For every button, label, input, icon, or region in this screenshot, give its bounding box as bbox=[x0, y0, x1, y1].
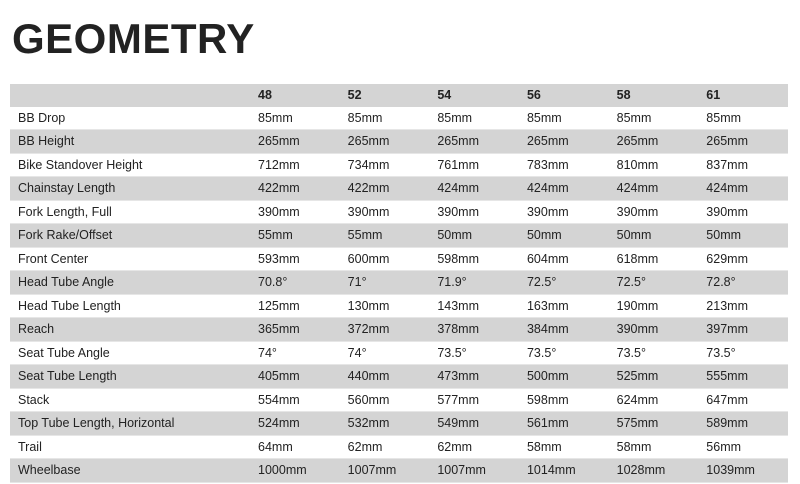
table-cell: 424mm bbox=[698, 177, 788, 201]
table-cell: 70.8° bbox=[250, 271, 340, 295]
row-label: Head Tube Angle bbox=[10, 271, 250, 295]
table-cell: 365mm bbox=[250, 318, 340, 342]
table-cell: 265mm bbox=[250, 130, 340, 154]
table-cell: 73.5° bbox=[429, 341, 519, 365]
table-cell: 55mm bbox=[340, 224, 430, 248]
table-cell: 629mm bbox=[698, 247, 788, 271]
table-cell: 405mm bbox=[250, 365, 340, 389]
table-row bbox=[10, 130, 788, 154]
row-label: Seat Tube Angle bbox=[10, 341, 250, 365]
table-row bbox=[10, 388, 788, 412]
table-row bbox=[10, 412, 788, 436]
column-header-size: 56 bbox=[526, 88, 541, 102]
table-cell: 604mm bbox=[519, 247, 609, 271]
table-cell: 384mm bbox=[519, 318, 609, 342]
table-row bbox=[10, 318, 788, 342]
table-cell: 397mm bbox=[698, 318, 788, 342]
table-cell: 524mm bbox=[250, 412, 340, 436]
table-cell: 390mm bbox=[250, 200, 340, 224]
table-row bbox=[10, 435, 788, 459]
table-cell: 473mm bbox=[429, 365, 519, 389]
table-cell: 390mm bbox=[429, 200, 519, 224]
table-cell: 58mm bbox=[519, 435, 609, 459]
table-cell: 265mm bbox=[340, 130, 430, 154]
table-cell: 62mm bbox=[429, 435, 519, 459]
table-cell: 424mm bbox=[519, 177, 609, 201]
table-cell: 72.8° bbox=[698, 271, 788, 295]
table-cell: 85mm bbox=[429, 107, 519, 130]
table-cell: 390mm bbox=[340, 200, 430, 224]
table-cell: 73.5° bbox=[519, 341, 609, 365]
table-body bbox=[10, 107, 788, 483]
row-label: Top Tube Length, Horizontal bbox=[10, 412, 250, 436]
table-cell: 85mm bbox=[698, 107, 788, 130]
table-cell: 783mm bbox=[519, 153, 609, 177]
table-header-row bbox=[10, 84, 788, 107]
table-cell: 424mm bbox=[609, 177, 699, 201]
table-cell: 500mm bbox=[519, 365, 609, 389]
table-cell: 1039mm bbox=[698, 459, 788, 483]
table-cell: 72.5° bbox=[519, 271, 609, 295]
table-cell: 64mm bbox=[250, 435, 340, 459]
table-cell: 372mm bbox=[340, 318, 430, 342]
row-label: Fork Length, Full bbox=[10, 200, 250, 224]
table-cell: 85mm bbox=[609, 107, 699, 130]
table-row bbox=[10, 107, 788, 130]
table-cell: 647mm bbox=[698, 388, 788, 412]
table-cell: 593mm bbox=[250, 247, 340, 271]
table-cell: 50mm bbox=[519, 224, 609, 248]
table-cell: 73.5° bbox=[698, 341, 788, 365]
table-row bbox=[10, 459, 788, 483]
table-cell: 589mm bbox=[698, 412, 788, 436]
column-header-size: 58 bbox=[616, 88, 631, 102]
table-cell: 125mm bbox=[250, 294, 340, 318]
table-cell: 265mm bbox=[698, 130, 788, 154]
table-cell: 1014mm bbox=[519, 459, 609, 483]
table-cell: 50mm bbox=[429, 224, 519, 248]
table-row bbox=[10, 177, 788, 201]
table-cell: 525mm bbox=[609, 365, 699, 389]
table-cell: 62mm bbox=[340, 435, 430, 459]
table-cell: 265mm bbox=[519, 130, 609, 154]
table-cell: 85mm bbox=[519, 107, 609, 130]
table-cell: 163mm bbox=[519, 294, 609, 318]
table-cell: 712mm bbox=[250, 153, 340, 177]
column-header-size: 48 bbox=[258, 88, 272, 102]
row-label: Stack bbox=[10, 388, 250, 412]
table-row bbox=[10, 224, 788, 248]
column-header-size: 52 bbox=[347, 88, 362, 102]
table-cell: 85mm bbox=[250, 107, 340, 130]
table-cell: 71.9° bbox=[429, 271, 519, 295]
table-cell: 390mm bbox=[609, 318, 699, 342]
table-cell: 1007mm bbox=[429, 459, 519, 483]
table-cell: 761mm bbox=[429, 153, 519, 177]
column-header-size: 54 bbox=[437, 88, 452, 102]
table-cell: 560mm bbox=[340, 388, 430, 412]
row-label: BB Height bbox=[10, 130, 250, 154]
row-label: Seat Tube Length bbox=[10, 365, 250, 389]
table-row bbox=[10, 247, 788, 271]
table-cell: 810mm bbox=[609, 153, 699, 177]
table-cell: 265mm bbox=[609, 130, 699, 154]
table-cell: 577mm bbox=[429, 388, 519, 412]
table-cell: 1000mm bbox=[250, 459, 340, 483]
row-label: Trail bbox=[10, 435, 250, 459]
table-cell: 390mm bbox=[519, 200, 609, 224]
table-row bbox=[10, 153, 788, 177]
row-label: Front Center bbox=[10, 247, 250, 271]
geometry-table bbox=[10, 84, 788, 483]
table-cell: 555mm bbox=[698, 365, 788, 389]
table-cell: 130mm bbox=[340, 294, 430, 318]
table-cell: 55mm bbox=[250, 224, 340, 248]
table-cell: 549mm bbox=[429, 412, 519, 436]
table-cell: 73.5° bbox=[609, 341, 699, 365]
table-cell: 72.5° bbox=[609, 271, 699, 295]
row-label: Fork Rake/Offset bbox=[10, 224, 250, 248]
table-cell: 422mm bbox=[340, 177, 430, 201]
table-cell: 74° bbox=[340, 341, 430, 365]
table-cell: 561mm bbox=[519, 412, 609, 436]
page-title: GEOMETRY bbox=[12, 15, 255, 62]
table-cell: 618mm bbox=[609, 247, 699, 271]
table-cell: 390mm bbox=[698, 200, 788, 224]
table-row bbox=[10, 200, 788, 224]
table-cell: 554mm bbox=[250, 388, 340, 412]
table-cell: 58mm bbox=[609, 435, 699, 459]
table-cell: 213mm bbox=[698, 294, 788, 318]
table-cell: 390mm bbox=[609, 200, 699, 224]
table-row bbox=[10, 365, 788, 389]
column-header-label bbox=[10, 84, 250, 107]
table-cell: 600mm bbox=[340, 247, 430, 271]
row-label: BB Drop bbox=[10, 107, 250, 130]
row-label: Chainstay Length bbox=[10, 177, 250, 201]
table-cell: 1028mm bbox=[609, 459, 699, 483]
table-cell: 532mm bbox=[340, 412, 430, 436]
table-cell: 1007mm bbox=[340, 459, 430, 483]
table-cell: 56mm bbox=[698, 435, 788, 459]
row-label: Wheelbase bbox=[10, 459, 250, 483]
row-label: Head Tube Length bbox=[10, 294, 250, 318]
table-cell: 190mm bbox=[609, 294, 699, 318]
table-cell: 734mm bbox=[340, 153, 430, 177]
table-cell: 624mm bbox=[609, 388, 699, 412]
table-cell: 837mm bbox=[698, 153, 788, 177]
table-cell: 598mm bbox=[429, 247, 519, 271]
row-label: Bike Standover Height bbox=[10, 153, 250, 177]
table-row bbox=[10, 294, 788, 318]
column-header-size: 61 bbox=[706, 88, 721, 102]
table-cell: 74° bbox=[250, 341, 340, 365]
table-cell: 71° bbox=[340, 271, 430, 295]
table-cell: 265mm bbox=[429, 130, 519, 154]
row-label: Reach bbox=[10, 318, 250, 342]
table-cell: 575mm bbox=[609, 412, 699, 436]
table-cell: 143mm bbox=[429, 294, 519, 318]
table-row bbox=[10, 271, 788, 295]
table-cell: 85mm bbox=[340, 107, 430, 130]
table-cell: 50mm bbox=[609, 224, 699, 248]
table-cell: 422mm bbox=[250, 177, 340, 201]
table-cell: 424mm bbox=[429, 177, 519, 201]
table-cell: 440mm bbox=[340, 365, 430, 389]
table-cell: 50mm bbox=[698, 224, 788, 248]
table-cell: 598mm bbox=[519, 388, 609, 412]
table-row bbox=[10, 341, 788, 365]
table-cell: 378mm bbox=[429, 318, 519, 342]
